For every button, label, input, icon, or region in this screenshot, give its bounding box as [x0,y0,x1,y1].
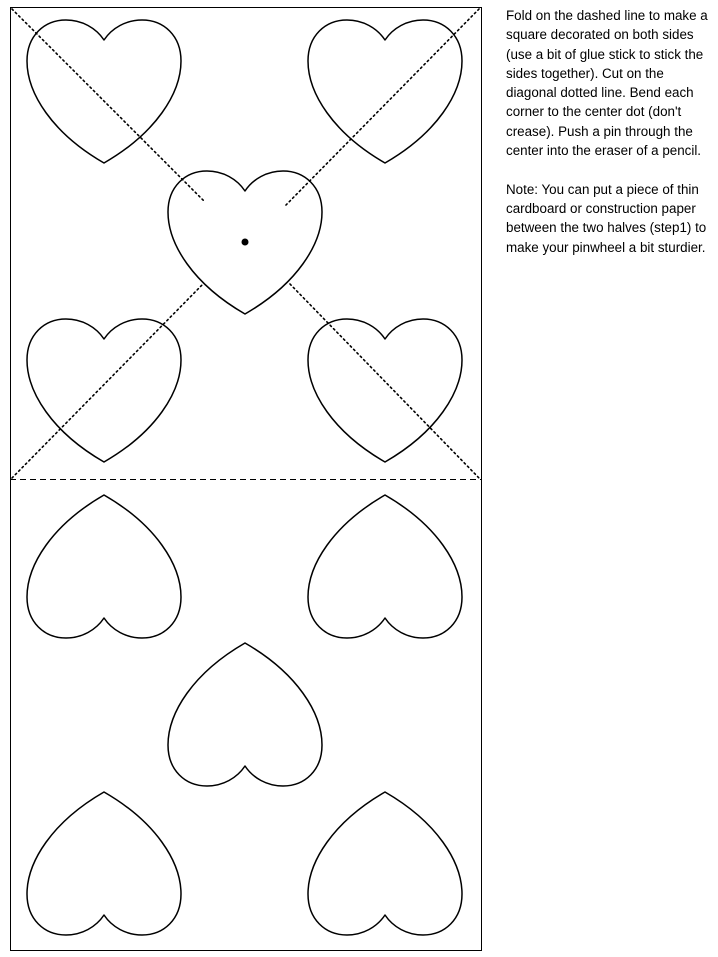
heart-top-left [27,20,181,163]
heart-bottom-lower-left [27,792,181,935]
heart-bottom-upper-right [308,495,462,638]
note-text: Note: You can put a piece of thin cardboard or construction paper between the two halves (step1) to make your pinwheel a bit sturdier. [506,181,707,255]
center-dot [242,239,249,246]
instructions-panel [506,6,716,276]
cut-line-top-right [286,9,479,205]
cut-line-bottom-right [290,284,479,478]
heart-mid-right [308,319,462,462]
heart-bottom-center [168,643,322,786]
cut-line-bottom-left [12,284,203,478]
heart-top-right [308,20,462,163]
instructions-text: Fold on the dashed line to make a square decorated on both sides (use a bit of glue stick to stick the sides together). Cut on the diagonal dotted line. Bend each corner to the center dot (don't crease). Push a pin through the center into the eraser of a pencil. [506,8,708,159]
heart-mid-left [27,319,181,462]
heart-bottom-upper-left [27,495,181,638]
bottom-half [27,495,462,935]
heart-bottom-lower-right [308,792,462,935]
